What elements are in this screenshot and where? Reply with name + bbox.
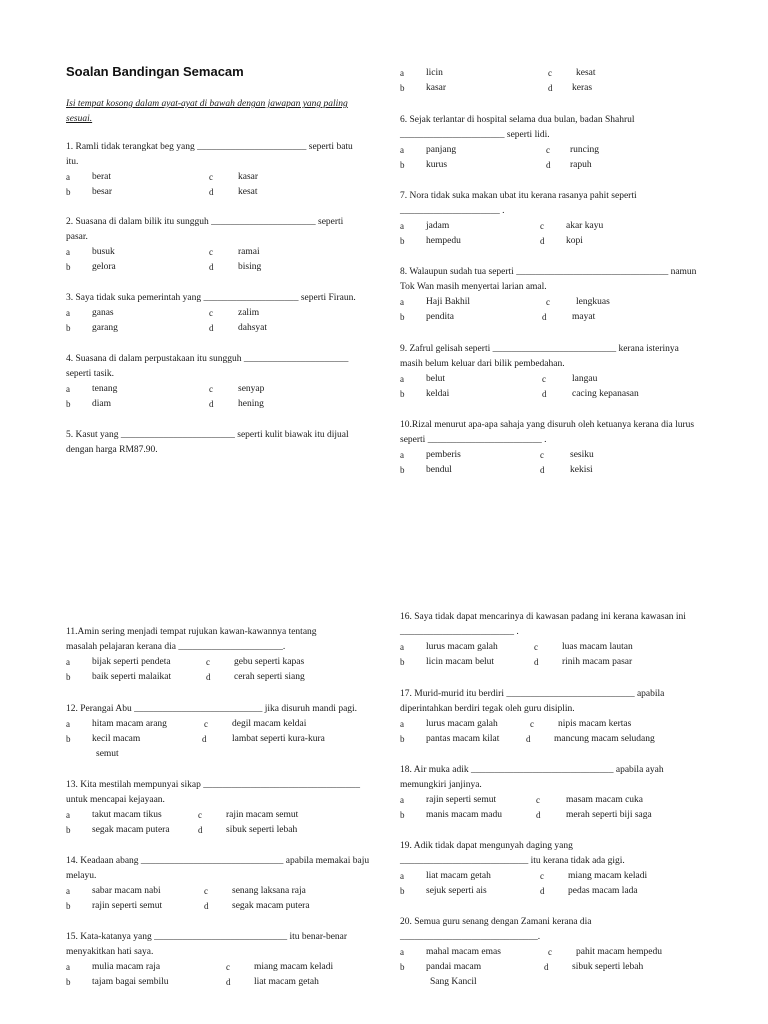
option-a: lurus macam galah (426, 642, 498, 652)
option-row-ac (66, 306, 376, 321)
question-20 (400, 915, 700, 990)
option-letter: d (542, 389, 547, 399)
option-letter: b (400, 83, 405, 93)
option-d: pedas macam lada (568, 886, 638, 896)
question-stem: 4. Suasana di dalam perpustakaan itu sungguh ______________________ seperti tasik. (66, 354, 349, 379)
question-3 (66, 291, 376, 336)
option-letter: a (66, 657, 70, 667)
option-row-bd (400, 234, 700, 249)
option-b: besar (92, 187, 113, 197)
option-letter: b (66, 672, 71, 682)
option-letter: b (400, 465, 405, 475)
option-letter: b (400, 160, 405, 170)
option-c: lengkuas (576, 297, 610, 307)
option-letter: a (400, 871, 404, 881)
option-a: hitam macam arang (92, 719, 167, 729)
option-row-bd (400, 960, 700, 975)
option-row-bd (66, 397, 366, 412)
option-letter: b (400, 389, 405, 399)
option-c: zalim (238, 308, 260, 318)
option-row-ac (400, 219, 700, 234)
option-row-ac (400, 793, 700, 808)
option-letter: a (66, 308, 70, 318)
option-row-ac (66, 884, 376, 899)
question-13 (66, 778, 366, 838)
option-d: keras (572, 83, 593, 93)
option-d: merah seperti biji saga (566, 810, 652, 820)
option-b-continued: semut (96, 749, 119, 759)
option-letter: d (544, 962, 549, 972)
option-row-bd (66, 260, 366, 275)
option-d: cerah seperti siang (234, 672, 305, 682)
option-letter: d (526, 734, 531, 744)
option-letter: a (66, 247, 70, 257)
option-row-bd (400, 655, 700, 670)
option-b: kecil macam (92, 734, 141, 744)
option-d: rinih macam pasar (562, 657, 633, 667)
option-letter: d (540, 465, 545, 475)
option-c: senyap (238, 384, 265, 394)
question-1 (66, 140, 366, 200)
question-7 (400, 189, 700, 249)
question-stem: 19. Adik tidak dapat mengunyah daging yang ___________________________ itu kerana tidak ada gigi. (400, 841, 625, 866)
option-letter: a (400, 297, 404, 307)
option-letter: c (209, 384, 213, 394)
option-letter: c (209, 247, 213, 257)
option-b: diam (92, 399, 111, 409)
option-letter: d (204, 901, 209, 911)
option-row-bd (66, 185, 366, 200)
option-letter: d (202, 734, 207, 744)
option-letter: a (400, 374, 404, 384)
option-c: masam macam cuka (566, 795, 644, 805)
question-stem: 17. Murid-murid itu berdiri ___________________________ apabila diperintahkan berdiri tegak oleh guru disiplin. (400, 689, 665, 714)
option-c: akar kayu (566, 221, 604, 231)
question-5 (66, 428, 366, 458)
instruction: Isi tempat kosong dalam ayat-ayat di bawah dengan jawapan yang paling sesuai. (66, 99, 348, 124)
option-d: bising (238, 262, 262, 272)
option-d: sibuk seperti lebah (572, 962, 644, 972)
option-letter: c (540, 450, 544, 460)
question-2 (66, 215, 366, 275)
option-d: mayat (572, 312, 596, 322)
option-row-bd (66, 670, 346, 685)
option-letter: b (400, 962, 405, 972)
option-letter: c (209, 308, 213, 318)
question-stem: 7. Nora tidak suka makan ubat itu kerana rasanya pahit seperti _____________________ . (400, 191, 637, 216)
option-a: jadam (426, 221, 450, 231)
option-row-bd (400, 808, 700, 823)
option-row-ac (400, 640, 700, 655)
option-d: segak macam putera (232, 901, 310, 911)
option-letter: b (66, 187, 71, 197)
option-c: degil macam keldai (232, 719, 307, 729)
option-b: segak macam putera (92, 825, 170, 835)
option-letter: c (548, 947, 552, 957)
option-d: lambat seperti kura-kura (232, 734, 325, 744)
option-letter: c (536, 795, 540, 805)
option-letter: b (66, 734, 71, 744)
option-a: busuk (92, 247, 115, 257)
option-letter: b (400, 657, 405, 667)
option-d: mancung macam seludang (554, 734, 655, 744)
option-d: kekisi (570, 465, 593, 475)
option-b: tajam bagai sembilu (92, 977, 169, 987)
option-row-ac (400, 66, 710, 81)
option-letter: c (209, 172, 213, 182)
question-15 (66, 930, 376, 990)
option-letter: d (209, 262, 214, 272)
option-row-bd (66, 899, 376, 914)
option-a: berat (92, 172, 111, 182)
option-row-bd (400, 158, 700, 173)
option-b: licin macam belut (426, 657, 495, 667)
question-17 (400, 687, 700, 747)
option-letter: b (66, 323, 71, 333)
question-stem: 20. Semua guru senang dengan Zamani kerana dia _____________________________. (400, 917, 592, 942)
option-c: gebu seperti kapas (234, 657, 305, 667)
option-a: licin (426, 68, 443, 78)
option-letter: a (66, 719, 70, 729)
option-letter: d (209, 187, 214, 197)
option-d: liat macam getah (254, 977, 319, 987)
option-letter: c (546, 297, 550, 307)
option-row-ac (66, 717, 376, 732)
option-row-bd (400, 81, 710, 96)
question-stem: 8. Walaupun sudah tua seperti ________________________________ namun Tok Wan masih menyertai larian amal. (400, 267, 697, 292)
option-letter: c (546, 145, 550, 155)
option-letter: a (400, 947, 404, 957)
question-10 (400, 418, 700, 478)
option-letter: b (66, 262, 71, 272)
option-c: senang laksana raja (232, 886, 306, 896)
question-stem: 1. Ramli tidak terangkat beg yang _______________________ seperti batu itu. (66, 142, 353, 167)
option-c: kasar (238, 172, 259, 182)
option-b: baik seperti malaikat (92, 672, 172, 682)
option-letter: b (400, 312, 405, 322)
option-letter: a (66, 384, 70, 394)
option-c: nipis macam kertas (558, 719, 632, 729)
option-letter: c (548, 68, 552, 78)
option-letter: d (548, 83, 553, 93)
option-b: garang (92, 323, 118, 333)
option-row-bd (400, 884, 700, 899)
option-row-bd (400, 387, 690, 402)
option-a: bijak seperti pendeta (92, 657, 171, 667)
option-row-ac (400, 295, 700, 310)
option-c: ramai (238, 247, 260, 257)
question-4 (66, 352, 366, 412)
option-row-ac (66, 808, 366, 823)
option-b: rajin seperti semut (92, 901, 163, 911)
question-9 (400, 342, 690, 402)
option-letter: b (66, 399, 71, 409)
option-row-bd (66, 823, 366, 838)
option-a: Haji Bakhil (426, 297, 471, 307)
option-d: kesat (238, 187, 258, 197)
question-18 (400, 763, 700, 823)
option-letter: c (206, 657, 210, 667)
question-6 (400, 113, 700, 173)
option-row-bd (400, 732, 700, 747)
question-stem: 6. Sejak terlantar di hospital selama dua bulan, badan Shahrul ______________________ seperti lidi. (400, 115, 635, 140)
option-letter: d (206, 672, 211, 682)
option-letter: d (546, 160, 551, 170)
option-letter: b (400, 810, 405, 820)
option-b: sejuk seperti ais (426, 886, 487, 896)
question-stem: 14. Keadaan abang ______________________________ apabila memakai baju melayu. (66, 856, 370, 881)
question-stem: 16. Saya tidak dapat mencarinya di kawasan padang ini kerana kawasan ini ________________________ . (400, 612, 686, 637)
option-row-ac (400, 372, 690, 387)
option-letter: a (400, 450, 404, 460)
option-b: manis macam madu (426, 810, 502, 820)
question-stem: 5. Kasut yang ________________________ seperti kulit biawak itu dijual dengan harga RM87.90. (66, 430, 349, 455)
option-b-continued: Sang Kancil (430, 977, 477, 987)
option-d: hening (238, 399, 264, 409)
option-letter: a (400, 68, 404, 78)
option-b: pendita (426, 312, 454, 322)
option-letter: a (400, 221, 404, 231)
option-row-bd (400, 310, 700, 325)
option-b: bendul (426, 465, 452, 475)
option-row-ac (66, 170, 366, 185)
question-19 (400, 839, 700, 899)
option-letter: b (66, 977, 71, 987)
option-letter: d (540, 236, 545, 246)
option-row-bd (66, 321, 376, 336)
option-letter: b (66, 825, 71, 835)
question-12 (66, 702, 376, 762)
option-c: sesiku (570, 450, 594, 460)
option-row-bd (66, 732, 376, 747)
option-letter: b (400, 734, 405, 744)
option-a: panjang (426, 145, 457, 155)
option-b: kasar (426, 83, 447, 93)
option-letter: a (66, 886, 70, 896)
option-letter: a (400, 719, 404, 729)
option-d: dahsyat (238, 323, 268, 333)
option-row-ac (66, 960, 376, 975)
option-row-ac (400, 448, 700, 463)
question-11 (66, 625, 346, 685)
option-letter: a (66, 962, 70, 972)
option-letter: d (542, 312, 547, 322)
question-stem: 18. Air muka adik ______________________________ apabila ayah memungkiri janjinya. (400, 765, 664, 790)
option-row-ac (400, 869, 700, 884)
option-c: pahit macam hempedu (576, 947, 662, 957)
option-d: cacing kepanasan (572, 389, 639, 399)
question-5-options (400, 66, 710, 96)
option-row-ac (400, 717, 700, 732)
option-letter: b (66, 901, 71, 911)
option-row-ac (400, 945, 700, 960)
option-c: miang macam keladi (254, 962, 334, 972)
option-b: pandai macam (426, 962, 482, 972)
option-a: belut (426, 374, 445, 384)
option-letter: c (226, 962, 230, 972)
question-stem: 2. Suasana di dalam bilik itu sungguh ______________________ seperti pasar. (66, 217, 344, 242)
option-a: ganas (92, 308, 114, 318)
option-letter: a (400, 795, 404, 805)
option-b: keldai (426, 389, 450, 399)
option-a: lurus macam galah (426, 719, 498, 729)
option-a: rajin seperti semut (426, 795, 497, 805)
option-letter: a (400, 642, 404, 652)
option-a: sabar macam nabi (92, 886, 161, 896)
option-letter: c (204, 886, 208, 896)
option-letter: d (209, 399, 214, 409)
option-letter: a (66, 810, 70, 820)
option-letter: c (198, 810, 202, 820)
option-letter: d (534, 657, 539, 667)
option-row-bd (66, 975, 376, 990)
option-row-ac (66, 382, 366, 397)
option-letter: c (542, 374, 546, 384)
option-c: luas macam lautan (562, 642, 633, 652)
option-c: miang macam keladi (568, 871, 648, 881)
option-c: kesat (576, 68, 596, 78)
question-14 (66, 854, 376, 914)
option-letter: d (226, 977, 231, 987)
option-c: langau (572, 374, 598, 384)
question-16 (400, 610, 700, 670)
question-stem: 12. Perangai Abu ___________________________ jika disuruh mandi pagi. (66, 704, 358, 714)
option-letter: b (400, 236, 405, 246)
option-b: kurus (426, 160, 448, 170)
option-letter: a (66, 172, 70, 182)
option-d: sibuk seperti lebah (226, 825, 298, 835)
option-letter: a (400, 145, 404, 155)
option-row-ac (400, 143, 700, 158)
option-letter: c (540, 221, 544, 231)
option-a: mahal macam emas (426, 947, 501, 957)
option-b: pantas macam kilat (426, 734, 500, 744)
question-stem: 10.Rizal menurut apa-apa sahaja yang disuruh oleh ketuanya kerana dia lurus seperti ________________________ . (400, 420, 695, 445)
option-row-ac (66, 245, 366, 260)
option-letter: d (198, 825, 203, 835)
option-a: liat macam getah (426, 871, 491, 881)
option-letter: d (209, 323, 214, 333)
option-b: hempedu (426, 236, 461, 246)
question-8 (400, 265, 700, 325)
option-d: rapuh (570, 160, 592, 170)
question-stem: 3. Saya tidak suka pemerintah yang ____________________ seperti Firaun. (66, 293, 356, 303)
question-stem: 13. Kita mestilah mempunyai sikap _________________________________ untuk mencapai kejayaan. (66, 780, 360, 805)
option-b: gelora (92, 262, 116, 272)
option-c: rajin macam semut (226, 810, 299, 820)
option-letter: c (534, 642, 538, 652)
option-letter: b (400, 886, 405, 896)
option-letter: d (536, 810, 541, 820)
question-stem: 15. Kata-katanya yang ____________________________ itu benar-benar menyakitkan hati saya. (66, 932, 348, 957)
option-letter: c (540, 871, 544, 881)
question-stem: 11.Amin sering menjadi tempat rujukan kawan-kawannya tentang masalah pelajaran kerana dia ______________________. (66, 627, 317, 652)
option-a: tenang (92, 384, 118, 394)
option-letter: c (530, 719, 534, 729)
option-c: runcing (570, 145, 600, 155)
option-letter: c (204, 719, 208, 729)
option-a: mulia macam raja (92, 962, 161, 972)
option-a: pemberis (426, 450, 461, 460)
option-row-ac (66, 655, 346, 670)
question-stem: 9. Zafrul gelisah seperti __________________________ kerana isterinya masih belum keluar dari bilik pembedahan. (400, 344, 679, 369)
option-d: kopi (566, 236, 583, 246)
page-title: Soalan Bandingan Semacam (66, 64, 244, 79)
option-a: takut macam tikus (92, 810, 162, 820)
option-letter: d (540, 886, 545, 896)
option-row-bd (400, 463, 700, 478)
